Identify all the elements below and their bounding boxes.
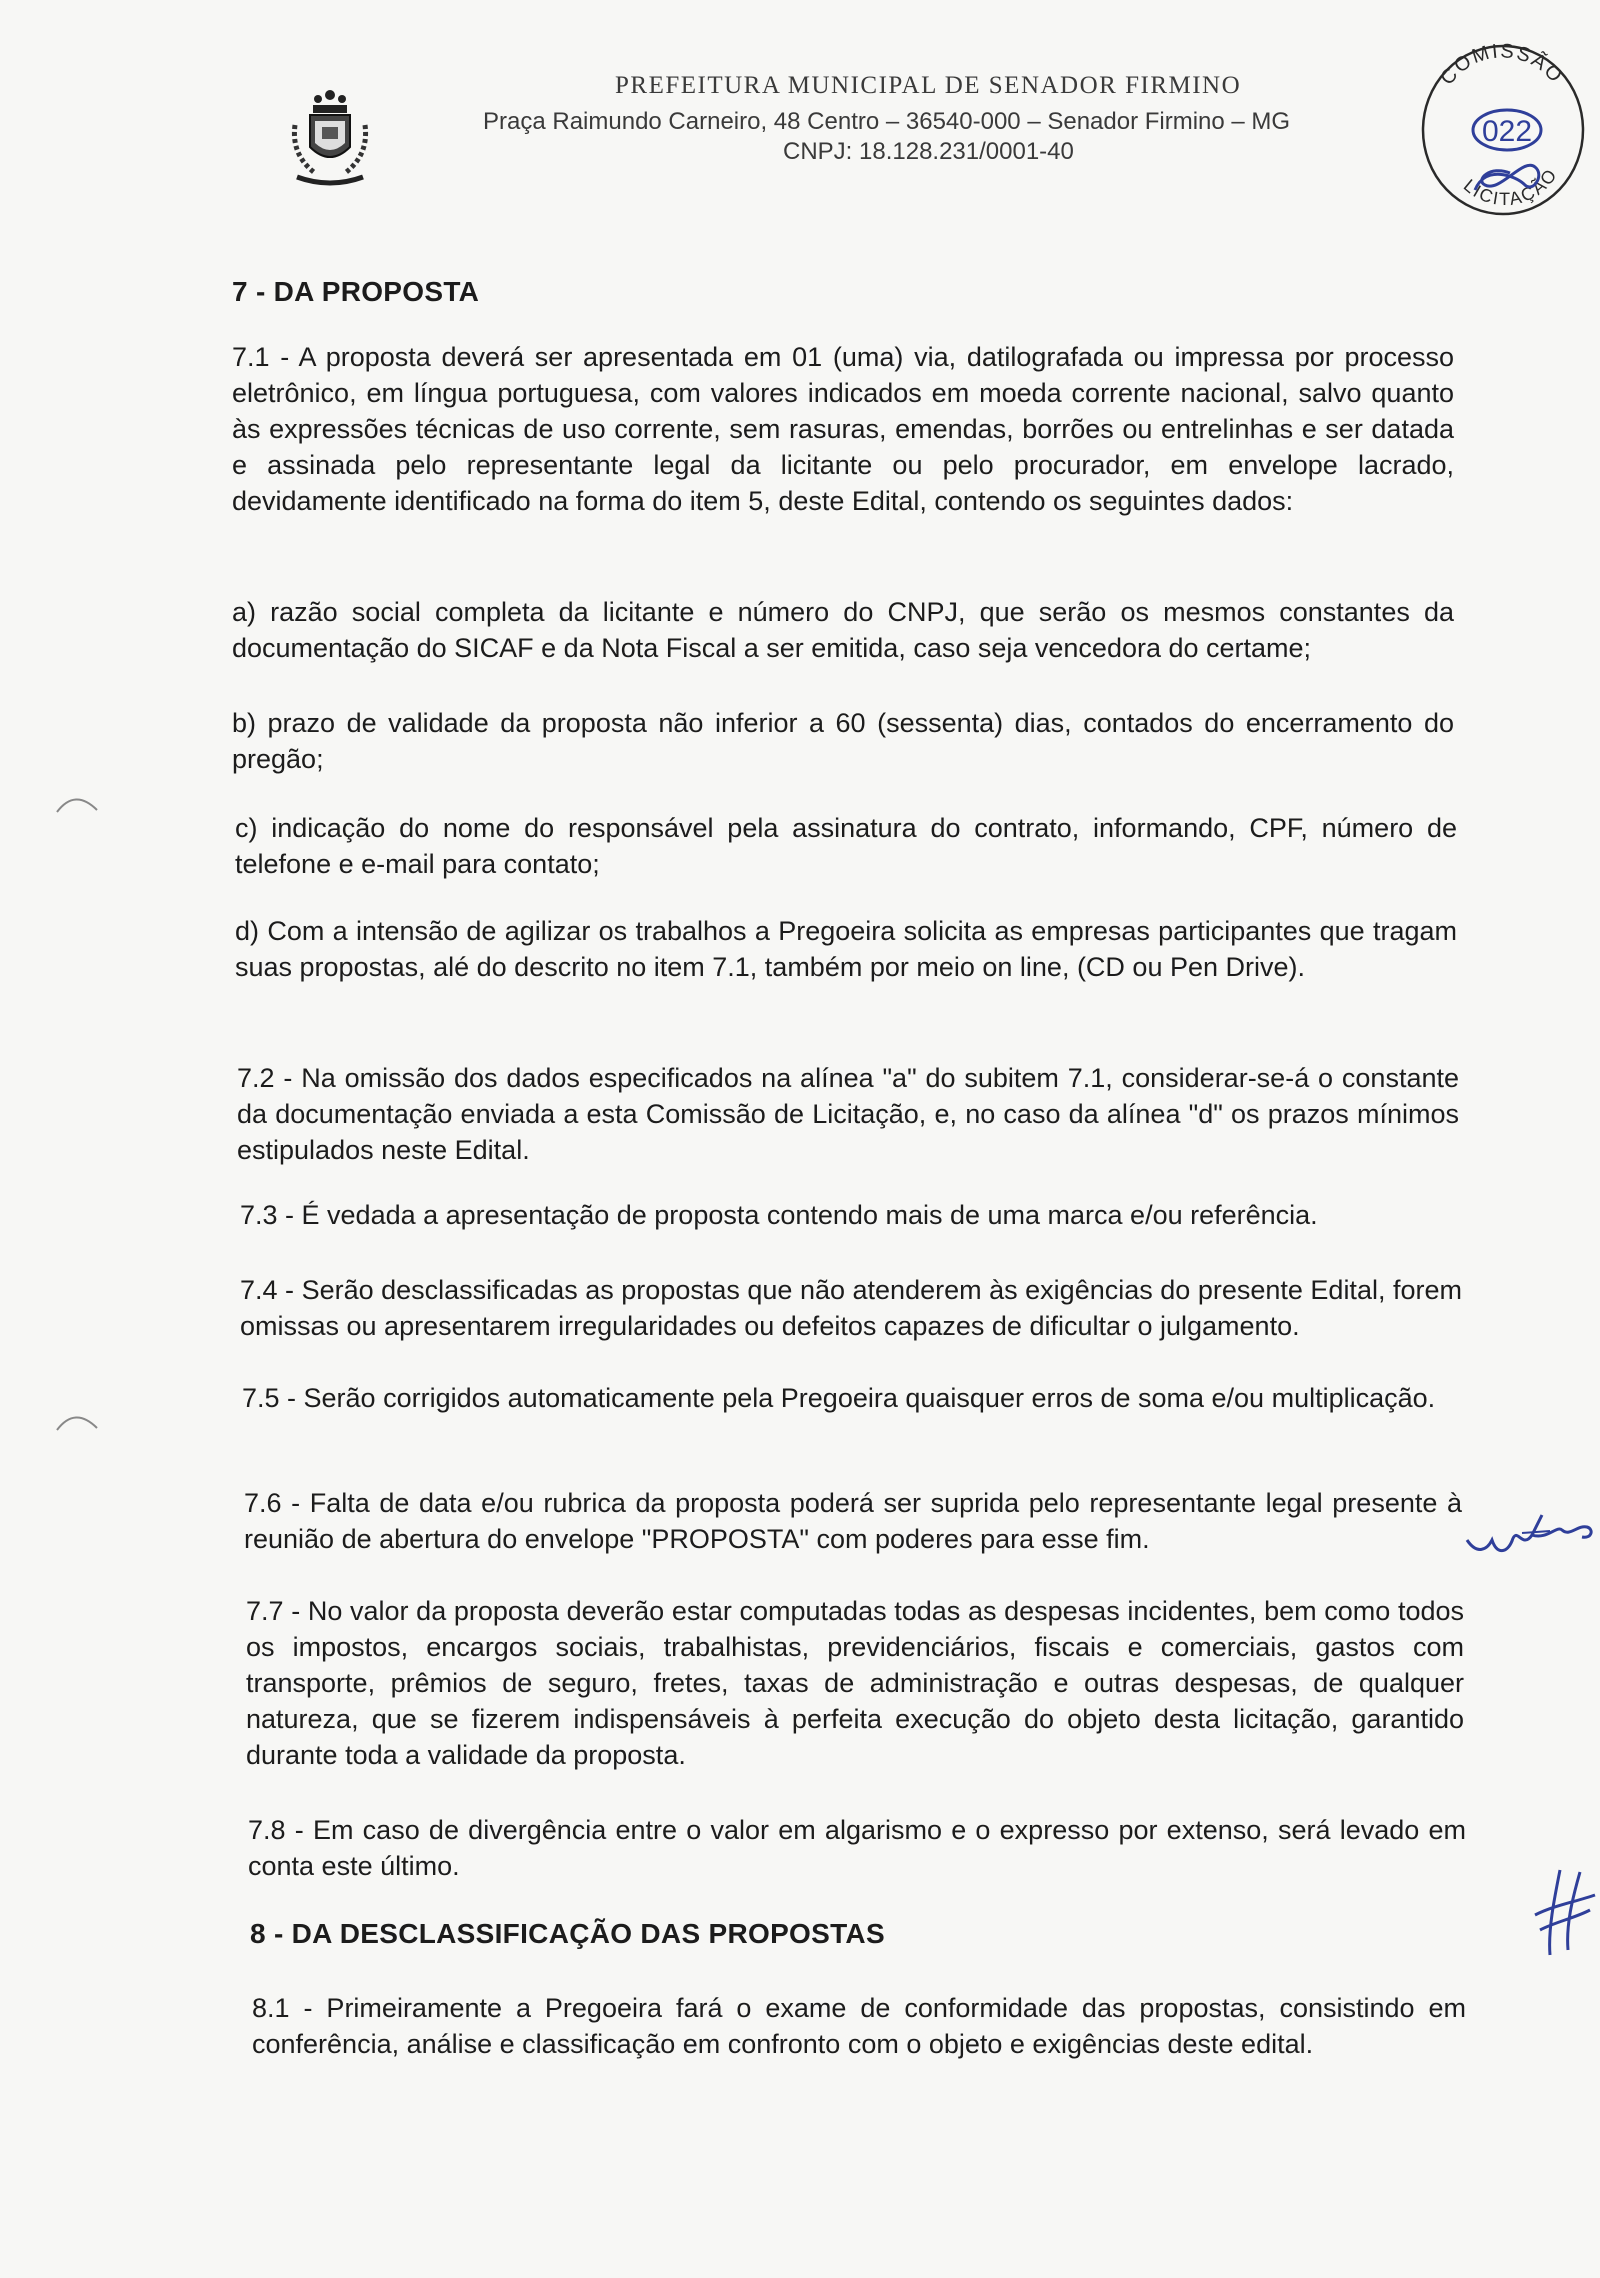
- commission-stamp: [1415, 25, 1590, 220]
- paragraph-7-7: 7.7 - No valor da proposta deverão estar computadas todas as despesas incidentes, bem como todos os impostos, encargos sociais, trabalhistas, previdenciários, fiscais e comerciais, gastos com transporte, prêmios de seguro, fretes, taxas de administração e outras despesas, de qualquer natureza, que se fizerem indispensáveis à perfeita execução do objeto desta licitação, garantido durante toda a validade da proposta.: [246, 1596, 1464, 1770]
- paragraph-8-1: 8.1 - Primeiramente a Pregoeira fará o exame de conformidade das propostas, consistindo em conferência, análise e classificação em confronto com o objeto e exigências deste edital.: [252, 1993, 1466, 2059]
- paragraph-7-1: 7.1 - A proposta deverá ser apresentada em 01 (uma) via, datilografada ou impressa por processo eletrônico, em língua portuguesa, com valores indicados em moeda corrente nacional, salvo quanto às expressões técnicas de uso corrente, sem rasuras, emendas, borrões ou entrelinhas e ser datada e assinada pelo representante legal da licitante ou pelo procurador, em envelope lacrado, devidamente identificado na forma do item 5, deste Edital, contendo os seguintes dados:: [232, 342, 1454, 516]
- margin-mark: [55, 1408, 100, 1433]
- item-d: d) Com a intensão de agilizar os trabalhos a Pregoeira solicita as empresas participantes que tragam suas propostas, alé do descrito no item 7.1, também por meio on line, (CD ou Pen Drive).: [235, 916, 1457, 982]
- header-cnpj: CNPJ: 18.128.231/0001-40: [783, 138, 1074, 165]
- margin-mark: [55, 790, 100, 815]
- header-address: Praça Raimundo Carneiro, 48 Centro – 36540-000 – Senador Firmino – MG: [483, 108, 1291, 135]
- section-8-heading: 8 - DA DESCLASSIFICAÇÃO DAS PROPOSTAS: [250, 1918, 885, 1949]
- paragraph-7-3: 7.3 - É vedada a apresentação de proposta contendo mais de uma marca e/ou referência.: [240, 1200, 1318, 1230]
- paragraph-7-5: 7.5 - Serão corrigidos automaticamente pela Pregoeira quaisquer erros de soma e/ou multiplicação.: [242, 1383, 1436, 1413]
- paragraph-7-8: 7.8 - Em caso de divergência entre o valor em algarismo e o expresso por extenso, será levado em conta este último.: [248, 1815, 1466, 1881]
- stamp-bottom-text: LICITAÇÃO: [1459, 164, 1562, 210]
- svg-text:COMISSÃO: [1436, 40, 1567, 89]
- item-a: a) razão social completa da licitante e número do CNPJ, que serão os mesmos constantes da documentação do SICAF e da Nota Fiscal a ser emitida, caso seja vencedora do certame;: [232, 597, 1454, 663]
- paragraph-7-2: 7.2 - Na omissão dos dados especificados na alínea "a" do subitem 7.1, considerar-se-á o constante da documentação enviada a esta Comissão de Licitação, e, no caso da alínea "d" os prazos mínimos estipulados neste Edital.: [237, 1063, 1459, 1165]
- handwritten-initials-signature: [1520, 1860, 1600, 1960]
- handwritten-rubric-signature: [1462, 1495, 1597, 1565]
- section-7-heading: 7 - DA PROPOSTA: [232, 276, 480, 307]
- paragraph-7-6: 7.6 - Falta de data e/ou rubrica da proposta poderá ser suprida pelo representante legal presente à reunião de abertura do envelope "PROPOSTA" com poderes para esse fim.: [244, 1488, 1462, 1554]
- paragraph-7-4: 7.4 - Serão desclassificadas as propostas que não atenderem às exigências do presente Edital, forem omissas ou apresentarem irregularidades ou defeitos capazes de dificultar o julgamento.: [240, 1275, 1462, 1341]
- stamp-number: 022: [1481, 115, 1533, 148]
- municipal-crest-logo: [285, 85, 375, 195]
- header-title: PREFEITURA MUNICIPAL DE SENADOR FIRMINO: [615, 72, 1242, 99]
- item-b: b) prazo de validade da proposta não inferior a 60 (sessenta) dias, contados do encerramento do pregão;: [232, 708, 1454, 774]
- stamp-top-text: COMISSÃO: [1436, 40, 1568, 90]
- item-c: c) indicação do nome do responsável pela assinatura do contrato, informando, CPF, número de telefone e e-mail para contato;: [235, 813, 1457, 879]
